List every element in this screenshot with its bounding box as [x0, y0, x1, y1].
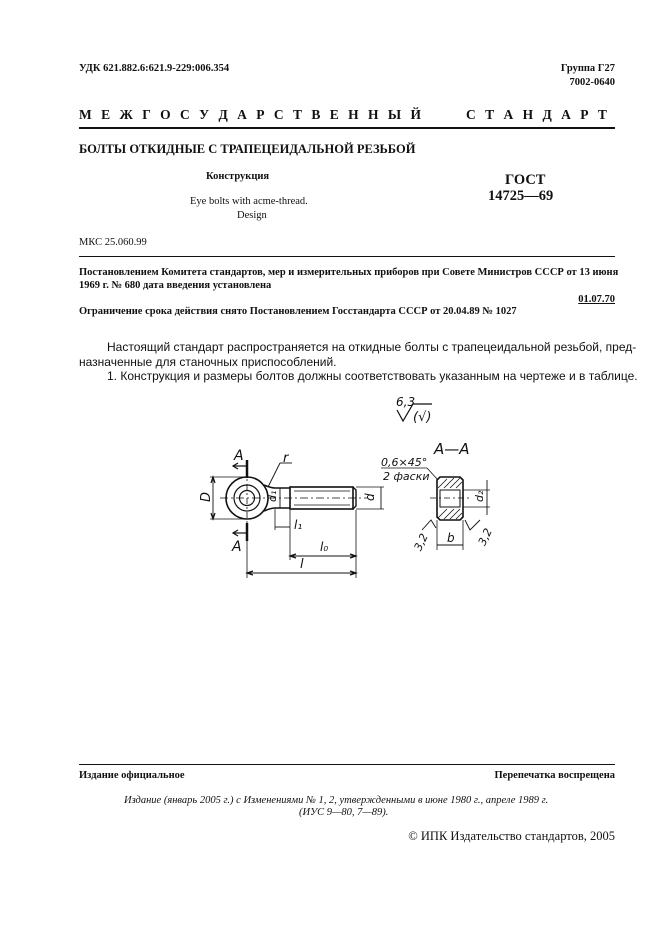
banner-interstate: М Е Ж Г О С У Д А Р С Т В Е Н Н Ы Й [79, 107, 422, 122]
roughness-parenthesis: (√) [413, 410, 432, 425]
copyright: © ИПК Издательство стандартов, 2005 [408, 829, 615, 843]
group-code: Группа Г27 [560, 63, 615, 74]
dim-l: l [300, 557, 304, 572]
reprint-prohibited: Перепечатка воспрещена [494, 770, 615, 781]
chamfer-note: 2 фаски [383, 470, 430, 483]
dim-b: b [447, 531, 455, 545]
introduction-date: 01.07.70 [578, 294, 615, 305]
dim-d1: d₁ [266, 490, 279, 502]
okp-code: 7002-0640 [569, 77, 615, 88]
dim-d2: d₂ [473, 490, 486, 502]
gost-label: ГОСТ [505, 172, 546, 188]
decree-line-1: Постановлением Комитета стандартов, мер и измерительных приборов при Совете Министров СССР от 13 июня [79, 267, 619, 278]
decree-line-2: 1969 г. № 680 дата введения установлена [79, 280, 272, 291]
dim-d: d [363, 493, 377, 501]
dim-r: r [283, 451, 289, 466]
intro-paragraph-line-2: назначенные для станочных приспособлений. [79, 355, 337, 369]
dim-l1: l₁ [294, 518, 303, 532]
section-hole [440, 490, 460, 507]
section-a-top: A [234, 448, 244, 464]
dim-l0: l₀ [320, 540, 329, 554]
document-subtitle: Конструкция [206, 171, 270, 182]
section-hatch [438, 478, 462, 519]
dim-D: D [199, 491, 214, 502]
english-title: Eye bolts with acme-thread. [190, 196, 308, 207]
document-title: БОЛТЫ ОТКИДНЫЕ С ТРАПЕЦЕИДАЛЬНОЙ РЕЗЬБОЙ [79, 142, 416, 156]
udk-code: УДК 621.882.6:621.9-229:006.354 [79, 63, 230, 74]
restriction-note: Ограничение срока действия снято Постановлением Госстандарта СССР от 20.04.89 № 1027 [79, 306, 517, 317]
official-edition: Издание официальное [79, 770, 185, 781]
chamfer-spec: 0,6×45° [381, 456, 428, 469]
edition-note: Издание (январь 2005 г.) с Изменениями № 1, 2, утвержденными в июне 1980 г., апреле 1989 г. [124, 795, 549, 806]
section-title: A—A [434, 440, 470, 458]
mks-code: МКС 25.060.99 [79, 237, 147, 248]
intro-paragraph-line-1: Настоящий стандарт распространяется на откидные болты с трапецеидальной резьбой, пред- [107, 340, 637, 354]
clause-1: 1. Конструкция и размеры болтов должны соответствовать указанным на чертеже и в таблице. [107, 369, 638, 383]
ius-note: (ИУС 9—80, 7—89). [299, 807, 389, 818]
roughness-3-2-left: 3,2 [411, 531, 431, 553]
roughness-3-2-right: 3,2 [475, 526, 495, 548]
gost-number: 14725—69 [488, 188, 554, 204]
footer-rule [79, 764, 615, 765]
english-subtitle: Design [237, 210, 267, 221]
roughness-value: 6,3 [396, 395, 416, 409]
banner-standard: С Т А Н Д А Р Т [466, 107, 607, 122]
section-a-bottom: A [232, 539, 242, 555]
